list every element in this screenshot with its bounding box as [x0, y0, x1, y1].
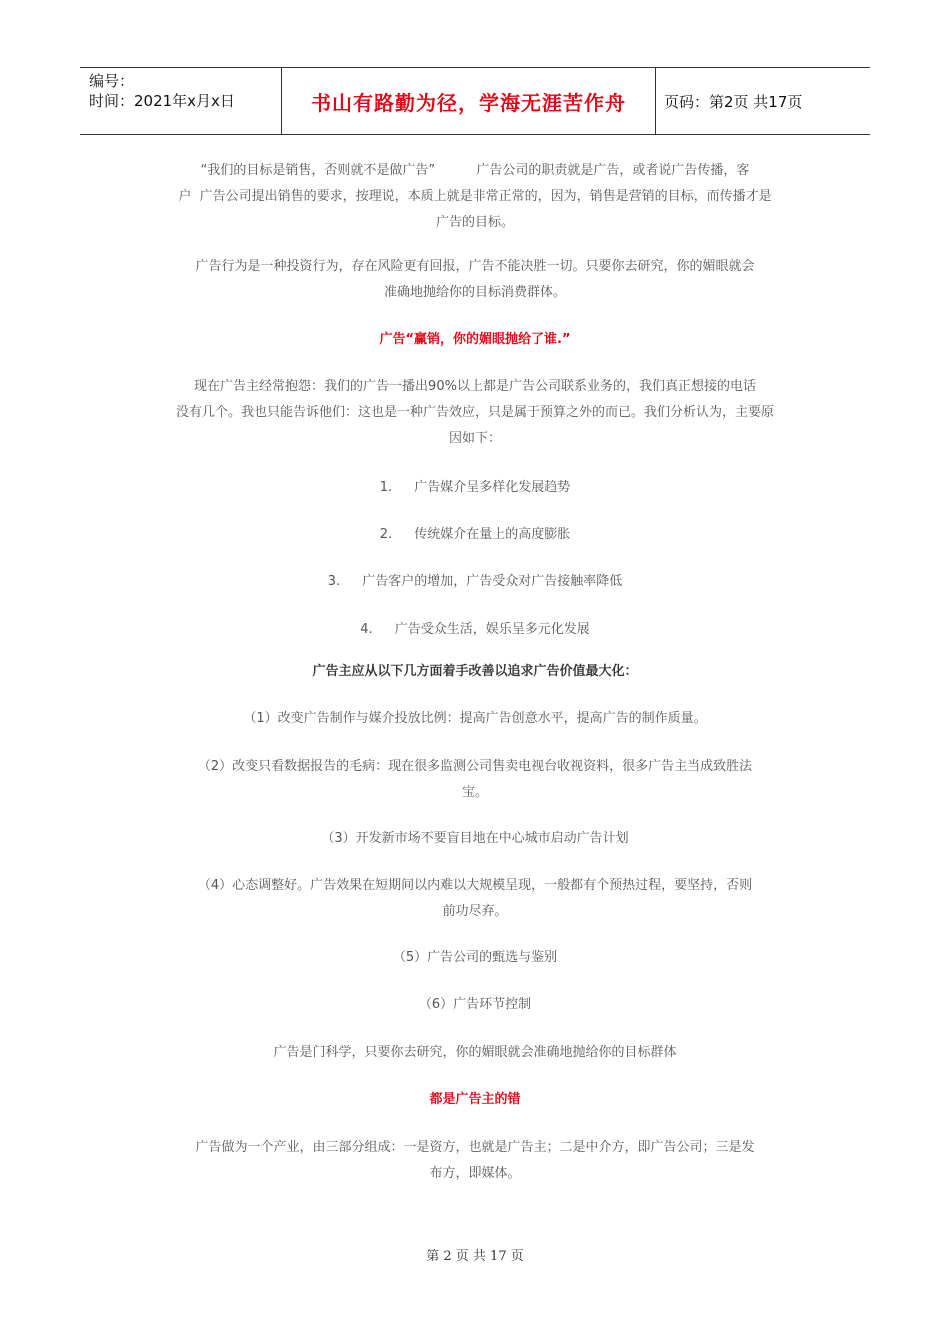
text-line: 现在广告主经常抱怨：我们的广告一播出90%以上都是广告公司联系业务的，我们真正想接的电话	[194, 379, 756, 394]
section-heading	[145, 659, 805, 685]
list-text: 广告客户的增加，广告受众对广告接触率降低	[362, 574, 623, 589]
measure-item	[145, 826, 805, 852]
text-line: （4）心态调整好。广告效果在短期间以内难以大规模呈现，一般都有个预热过程，要坚持，否则	[197, 878, 753, 893]
header-divider	[655, 67, 656, 135]
list-item	[145, 618, 805, 637]
measure-item	[145, 754, 805, 806]
heading-text: 广告主应从以下几方面着手改善以追求广告价值最大化：	[312, 664, 638, 679]
list-item	[145, 476, 805, 495]
text-line: （3）开发新市场不要盲目地在中心城市启动广告计划	[321, 831, 629, 846]
section-heading	[145, 327, 805, 353]
section-heading	[145, 1087, 805, 1113]
text-line: 户 广告公司提出销售的要求，按理说，本质上就是非常正常的，因为，销售是营销的目标，而传播才是	[178, 189, 772, 204]
text-line: （1）改变广告制作与媒介投放比例：提高广告创意水平，提高广告的制作质量。	[243, 711, 707, 726]
text-line: 因如下：	[448, 431, 501, 446]
header-top-rule	[80, 67, 870, 68]
list-number: 1.	[379, 480, 393, 495]
complaint-paragraph	[145, 374, 805, 452]
text-line: 宝。	[461, 785, 488, 800]
measure-item	[145, 706, 805, 732]
list-text: 广告受众生活，娱乐呈多元化发展	[394, 622, 590, 637]
list-number: 3.	[327, 574, 341, 589]
header-motto: 书山有路勤为径，学海无涯苦作舟	[311, 91, 626, 115]
measure-item	[145, 945, 805, 971]
text-line: （5）广告公司的甄选与鉴别	[392, 950, 558, 965]
closing-paragraph	[145, 1040, 805, 1066]
list-item	[145, 523, 805, 542]
measure-item	[145, 873, 805, 925]
text-line: 广告行为是一种投资行为，存在风险更有回报，广告不能决胜一切。只要你去研究，你的媚眼就会	[195, 259, 755, 274]
intro-paragraph	[145, 158, 805, 236]
text-line: 广告是门科学，只要你去研究，你的媚眼就会准确地抛给你的目标群体	[273, 1045, 677, 1060]
text-line: 没有几个。我也只能告诉他们：这也是一种广告效应，只是属于预算之外的而已。我们分析认为，主要原	[175, 405, 774, 420]
list-text: 传统媒介在量上的高度膨胀	[414, 527, 571, 542]
text-line: 前功尽弃。	[442, 904, 508, 919]
text-line: 广告做为一个产业，由三部分组成：一是资方，也就是广告主；二是中介方，即广告公司；三是发	[195, 1140, 755, 1155]
header-meta	[89, 71, 235, 111]
list-number: 2.	[379, 527, 393, 542]
number-label: 编号：	[89, 72, 135, 90]
list-item	[145, 570, 805, 589]
industry-paragraph	[145, 1135, 805, 1187]
list-number: 4.	[360, 622, 373, 637]
investment-paragraph	[145, 254, 805, 306]
text-line: 布方，即媒体。	[429, 1166, 521, 1181]
header-page-label: 页码：第2页 共17页	[664, 93, 803, 111]
time-label: 时间：2021年x月x日	[89, 92, 235, 110]
heading-text: 都是广告主的错	[429, 1092, 521, 1107]
header-bottom-rule	[80, 134, 870, 135]
text-line: “我们的目标是销售，否则就不是做广告” 广告公司的职责就是广告，或者说广告传播，客	[200, 163, 750, 178]
text-line: 准确地抛给你的目标消费群体。	[383, 285, 566, 300]
heading-text: 广告“赢销，你的媚眼抛给了谁.”	[379, 332, 571, 347]
text-line: 广告的目标。	[435, 215, 514, 230]
text-line: （2）改变只看数据报告的毛病：现在很多监测公司售卖电视台收视资料，很多广告主当成致胜法	[197, 759, 753, 774]
footer-page-number: 第 2 页 共 17 页	[426, 1249, 524, 1264]
page-header	[80, 67, 870, 135]
page-footer	[0, 1245, 950, 1264]
measure-item	[145, 992, 805, 1018]
list-text: 广告媒介呈多样化发展趋势	[414, 480, 571, 495]
text-line: （6）广告环节控制	[418, 997, 532, 1012]
